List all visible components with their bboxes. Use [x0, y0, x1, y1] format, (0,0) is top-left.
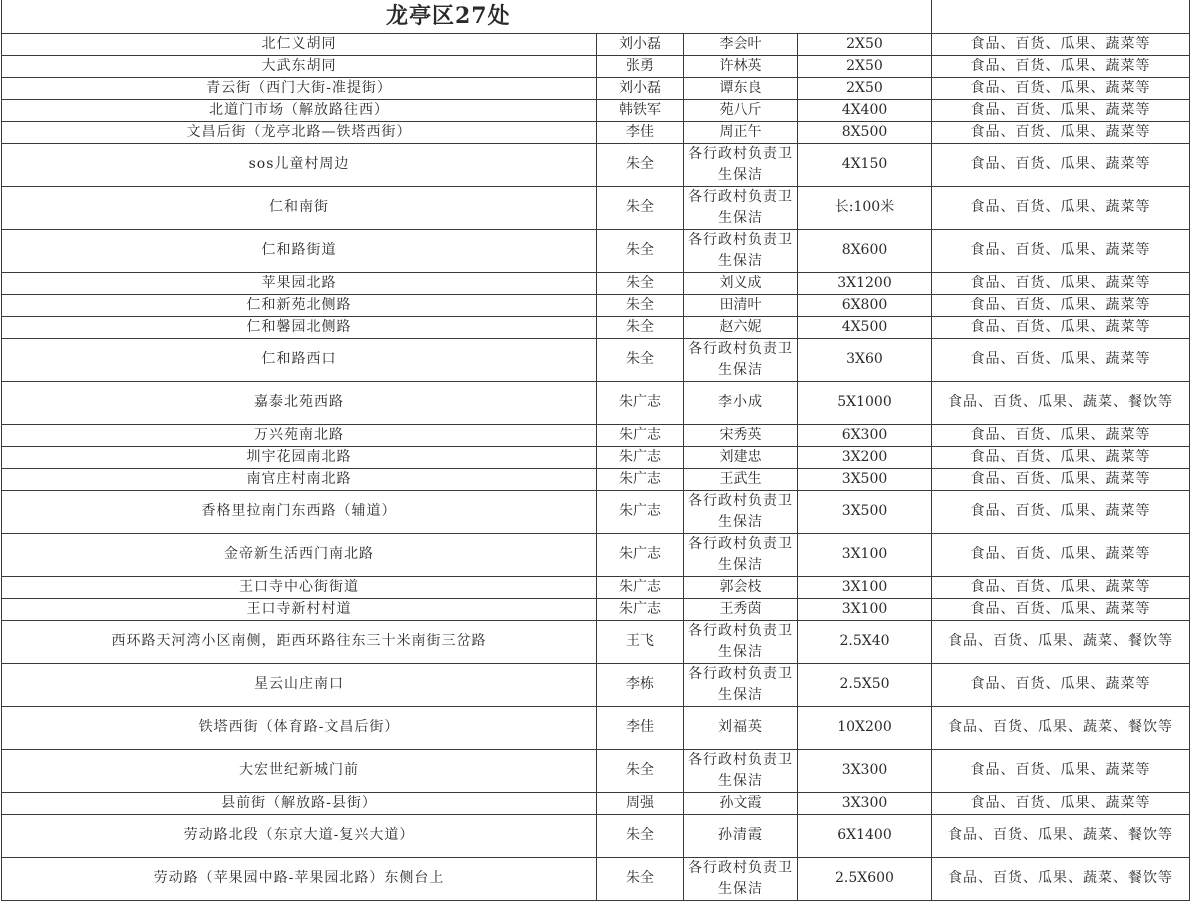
contact-cell: 各行政村负责卫生保洁 [684, 490, 798, 533]
size-cell: 3X500 [798, 468, 932, 490]
table-row [2, 99, 1190, 121]
location-cell: 北道门市场（解放路往西） [2, 99, 597, 121]
manager-cell: 朱广志 [597, 468, 684, 490]
manager-cell: 李栋 [597, 663, 684, 706]
contact-cell: 各行政村负责卫生保洁 [684, 143, 798, 186]
location-cell: 青云街（西门大街-准提街） [2, 77, 597, 99]
location-cell: 劳动路（苹果园中路-苹果园北路）东侧台上 [2, 857, 597, 900]
size-cell: 2.5X600 [798, 857, 932, 900]
table-row [2, 533, 1190, 576]
manager-cell: 刘小磊 [597, 33, 684, 55]
goods-cell: 食品、百货、瓜果、蔬菜等 [932, 749, 1190, 792]
contact-cell: 各行政村负责卫生保洁 [684, 620, 798, 663]
manager-cell: 朱广志 [597, 533, 684, 576]
table-row [2, 576, 1190, 598]
size-cell: 6X800 [798, 294, 932, 316]
location-cell: 北仁义胡同 [2, 33, 597, 55]
size-cell: 5X1000 [798, 381, 932, 424]
size-cell: 4X150 [798, 143, 932, 186]
size-cell: 4X500 [798, 316, 932, 338]
manager-cell: 韩铁军 [597, 99, 684, 121]
size-cell: 长:100米 [798, 186, 932, 229]
table-row [2, 446, 1190, 468]
goods-cell: 食品、百货、瓜果、蔬菜、餐饮等 [932, 857, 1190, 900]
location-cell: 西环路天河湾小区南侧，距西环路往东三十米南街三岔路 [2, 620, 597, 663]
manager-cell: 朱广志 [597, 424, 684, 446]
contact-cell: 刘福英 [684, 706, 798, 749]
goods-cell: 食品、百货、瓜果、蔬菜等 [932, 229, 1190, 272]
table-row [2, 424, 1190, 446]
manager-cell: 朱全 [597, 143, 684, 186]
manager-cell: 朱全 [597, 338, 684, 381]
manager-cell: 朱全 [597, 316, 684, 338]
goods-cell: 食品、百货、瓜果、蔬菜等 [932, 446, 1190, 468]
goods-cell: 食品、百货、瓜果、蔬菜、餐饮等 [932, 620, 1190, 663]
size-cell: 2X50 [798, 77, 932, 99]
location-cell: 仁和路西口 [2, 338, 597, 381]
location-cell: 王口寺新村村道 [2, 598, 597, 620]
goods-cell: 食品、百货、瓜果、蔬菜等 [932, 77, 1190, 99]
table-row [2, 33, 1190, 55]
table-row [2, 706, 1190, 749]
location-cell: 圳宇花园南北路 [2, 446, 597, 468]
location-cell: 嘉泰北苑西路 [2, 381, 597, 424]
location-cell: 南官庄村南北路 [2, 468, 597, 490]
location-cell: 仁和路街道 [2, 229, 597, 272]
size-cell: 3X500 [798, 490, 932, 533]
size-cell: 3X60 [798, 338, 932, 381]
manager-cell: 朱广志 [597, 490, 684, 533]
size-cell: 2.5X40 [798, 620, 932, 663]
contact-cell: 刘建忠 [684, 446, 798, 468]
contact-cell: 各行政村负责卫生保洁 [684, 186, 798, 229]
contact-cell: 各行政村负责卫生保洁 [684, 663, 798, 706]
size-cell: 6X300 [798, 424, 932, 446]
goods-cell: 食品、百货、瓜果、蔬菜等 [932, 99, 1190, 121]
manager-cell: 朱全 [597, 294, 684, 316]
size-cell: 6X1400 [798, 814, 932, 857]
size-cell: 2.5X50 [798, 663, 932, 706]
table-row [2, 316, 1190, 338]
table-row [2, 857, 1190, 900]
goods-cell: 食品、百货、瓜果、蔬菜等 [932, 424, 1190, 446]
contact-cell: 各行政村负责卫生保洁 [684, 749, 798, 792]
goods-cell: 食品、百货、瓜果、蔬菜等 [932, 55, 1190, 77]
location-cell: 万兴苑南北路 [2, 424, 597, 446]
table-row [2, 468, 1190, 490]
manager-cell: 朱广志 [597, 576, 684, 598]
size-cell: 8X500 [798, 121, 932, 143]
table-row [2, 490, 1190, 533]
goods-cell: 食品、百货、瓜果、蔬菜等 [932, 272, 1190, 294]
location-cell: 香格里拉南门东西路（辅道） [2, 490, 597, 533]
manager-cell: 朱全 [597, 186, 684, 229]
contact-cell: 孙清霞 [684, 814, 798, 857]
goods-cell: 食品、百货、瓜果、蔬菜等 [932, 33, 1190, 55]
table-row [2, 186, 1190, 229]
manager-cell: 李佳 [597, 121, 684, 143]
goods-cell: 食品、百货、瓜果、蔬菜等 [932, 143, 1190, 186]
table-title: 龙亭区27处 [2, 0, 932, 33]
manager-cell: 朱全 [597, 272, 684, 294]
goods-cell: 食品、百货、瓜果、蔬菜等 [932, 186, 1190, 229]
manager-cell: 朱广志 [597, 598, 684, 620]
goods-cell: 食品、百货、瓜果、蔬菜等 [932, 598, 1190, 620]
size-cell: 10X200 [798, 706, 932, 749]
contact-cell: 苑八斤 [684, 99, 798, 121]
table-row [2, 792, 1190, 814]
goods-cell: 食品、百货、瓜果、蔬菜、餐饮等 [932, 706, 1190, 749]
size-cell: 3X200 [798, 446, 932, 468]
manager-cell: 朱全 [597, 857, 684, 900]
location-cell: 仁和南街 [2, 186, 597, 229]
contact-cell: 李小成 [684, 381, 798, 424]
manager-cell: 朱全 [597, 749, 684, 792]
location-cell: 劳动路北段（东京大道-复兴大道） [2, 814, 597, 857]
contact-cell: 赵六妮 [684, 316, 798, 338]
manager-cell: 朱广志 [597, 446, 684, 468]
contact-cell: 各行政村负责卫生保洁 [684, 857, 798, 900]
manager-cell: 王飞 [597, 620, 684, 663]
title-empty-cell [932, 0, 1190, 33]
size-cell: 2X50 [798, 33, 932, 55]
manager-cell: 朱全 [597, 229, 684, 272]
contact-cell: 周正午 [684, 121, 798, 143]
contact-cell: 刘义成 [684, 272, 798, 294]
goods-cell: 食品、百货、瓜果、蔬菜等 [932, 792, 1190, 814]
contact-cell: 孙文霞 [684, 792, 798, 814]
goods-cell: 食品、百货、瓜果、蔬菜等 [932, 490, 1190, 533]
table-row [2, 663, 1190, 706]
goods-cell: 食品、百货、瓜果、蔬菜、餐饮等 [932, 814, 1190, 857]
table-row [2, 77, 1190, 99]
location-cell: 星云山庄南口 [2, 663, 597, 706]
manager-cell: 李佳 [597, 706, 684, 749]
manager-cell: 刘小磊 [597, 77, 684, 99]
size-cell: 3X100 [798, 576, 932, 598]
table-row [2, 143, 1190, 186]
contact-cell: 宋秀英 [684, 424, 798, 446]
table-row [2, 598, 1190, 620]
goods-cell: 食品、百货、瓜果、蔬菜、餐饮等 [932, 381, 1190, 424]
size-cell: 2X50 [798, 55, 932, 77]
goods-cell: 食品、百货、瓜果、蔬菜等 [932, 468, 1190, 490]
goods-cell: 食品、百货、瓜果、蔬菜等 [932, 121, 1190, 143]
manager-cell: 周强 [597, 792, 684, 814]
goods-cell: 食品、百货、瓜果、蔬菜等 [932, 316, 1190, 338]
contact-cell: 郭会枝 [684, 576, 798, 598]
contact-cell: 各行政村负责卫生保洁 [684, 229, 798, 272]
contact-cell: 各行政村负责卫生保洁 [684, 338, 798, 381]
location-cell: 仁和馨园北侧路 [2, 316, 597, 338]
table-row [2, 55, 1190, 77]
location-cell: 仁和新苑北侧路 [2, 294, 597, 316]
table-row [2, 272, 1190, 294]
size-cell: 3X100 [798, 533, 932, 576]
location-cell: 大武东胡同 [2, 55, 597, 77]
location-cell: 铁塔西街（体育路-文昌后街） [2, 706, 597, 749]
manager-cell: 朱广志 [597, 381, 684, 424]
table-row [2, 814, 1190, 857]
manager-cell: 朱全 [597, 814, 684, 857]
title-row [2, 0, 1190, 33]
table-row [2, 620, 1190, 663]
table-row [2, 381, 1190, 424]
table-row [2, 294, 1190, 316]
size-cell: 4X400 [798, 99, 932, 121]
size-cell: 3X100 [798, 598, 932, 620]
contact-cell: 许林英 [684, 55, 798, 77]
size-cell: 3X300 [798, 792, 932, 814]
goods-cell: 食品、百货、瓜果、蔬菜等 [932, 338, 1190, 381]
location-cell: 苹果园北路 [2, 272, 597, 294]
table-row [2, 749, 1190, 792]
goods-cell: 食品、百货、瓜果、蔬菜等 [932, 533, 1190, 576]
goods-cell: 食品、百货、瓜果、蔬菜等 [932, 663, 1190, 706]
table-row [2, 121, 1190, 143]
goods-cell: 食品、百货、瓜果、蔬菜等 [932, 576, 1190, 598]
contact-cell: 李会叶 [684, 33, 798, 55]
goods-cell: 食品、百货、瓜果、蔬菜等 [932, 294, 1190, 316]
contact-cell: 王武生 [684, 468, 798, 490]
table-row [2, 229, 1190, 272]
contact-cell: 谭东良 [684, 77, 798, 99]
manager-cell: 张勇 [597, 55, 684, 77]
table-row [2, 338, 1190, 381]
market-table [1, 0, 1190, 901]
location-cell: 大宏世纪新城门前 [2, 749, 597, 792]
location-cell: 县前街（解放路-县街） [2, 792, 597, 814]
contact-cell: 田清叶 [684, 294, 798, 316]
contact-cell: 王秀茵 [684, 598, 798, 620]
contact-cell: 各行政村负责卫生保洁 [684, 533, 798, 576]
location-cell: 金帝新生活西门南北路 [2, 533, 597, 576]
size-cell: 3X300 [798, 749, 932, 792]
size-cell: 3X1200 [798, 272, 932, 294]
location-cell: 文昌后街（龙亭北路—铁塔西街） [2, 121, 597, 143]
size-cell: 8X600 [798, 229, 932, 272]
location-cell: sos儿童村周边 [2, 143, 597, 186]
location-cell: 王口寺中心街街道 [2, 576, 597, 598]
